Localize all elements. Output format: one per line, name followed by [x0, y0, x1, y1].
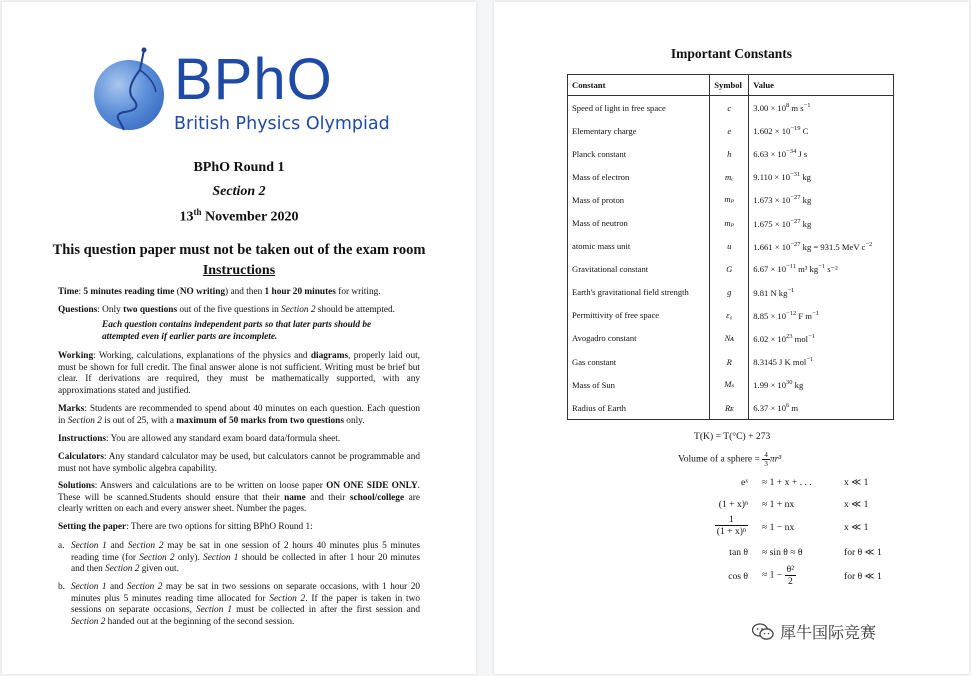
section-title: Section 2 [212, 184, 266, 199]
temperature-conversion: T(K) = T(°C) + 273 [694, 431, 771, 442]
constant-symbol: u [710, 235, 749, 258]
constant-symbol: G [710, 258, 749, 281]
constant-symbol: Rᴇ [710, 396, 749, 420]
option-a: a. Section 1 and Section 2 may be sat in one session of 2 hours 40 minutes plus 5 minutes reading time (for Section 2 only). Section 1 should be collected in after 1 hour 20 minutes and then Section 2 given out. [58, 541, 420, 575]
approx4-lhs: tan θ [729, 547, 748, 558]
header-constant: Constant [568, 75, 710, 96]
constant-name: Avogadro constant [568, 327, 710, 350]
table-row [568, 304, 894, 327]
constant-value: $3.00 \times 10^8$ m $s^{-1}$ [749, 96, 894, 120]
sphere-volume-formula: Volume of a sphere = $\frac{4}{3}$ πr³ [678, 451, 782, 468]
constant-value: $6.02 \times 10^{23}$ mol$^{-1}$ [749, 327, 894, 350]
constant-name: Gravitational constant [568, 258, 710, 281]
watermark-text: 犀牛国际竞赛 [780, 623, 877, 642]
constant-symbol: mₑ [710, 165, 749, 188]
exam-room-warning: This question paper must not be taken out of the exam room [52, 242, 426, 258]
constant-symbol: mₚ [710, 211, 749, 234]
exam-date: 13th November 2020 [179, 207, 299, 225]
approx1-condition: x ≪ 1 [844, 477, 869, 488]
constant-name: Mass of proton [568, 188, 710, 211]
approx3-rhs: ≈ 1 − nx [762, 522, 795, 533]
constant-value: $1.673 \times 10^{-27}$ kg [749, 188, 894, 211]
approx1-rhs: ≈ 1 + x + . . . [762, 477, 812, 488]
left-page [2, 2, 476, 674]
working-paragraph: Working: Working, calculations, explanations of the physics and diagrams, properly laid out, must be shown for full credit. The final answer alone is not sufficient. Writing must be brief but clear. If derivations are required, they must be mathematically supported, with any approximations stated and justified. [58, 351, 421, 396]
approx5-rhs: ≈ 1 − $\frac{\text{θ²}}{2}$ [762, 564, 795, 587]
round-title: BPhO Round 1 [193, 160, 285, 175]
table-row [568, 350, 894, 373]
table-row [568, 96, 894, 120]
questions-note: Each question contains independent parts so that later parts should be attempted even if earlier parts are incomplete. [102, 320, 372, 342]
constant-value: $6.63 \times 10^{-34}$ J s [749, 142, 894, 165]
logo-abbrev: BPhO [174, 47, 333, 112]
constant-name: Gas constant [568, 350, 710, 373]
table-row [568, 188, 894, 211]
constant-value: $6.67 \times 10^{-11}$ m³ $kg^{-1}$ s⁻² [749, 258, 894, 281]
logo-full-name: British Physics Olympiad [174, 114, 390, 134]
particle-track-icon [94, 60, 164, 130]
right-page [494, 2, 969, 674]
table-row [568, 396, 894, 420]
marks-paragraph: Marks: Students are recommended to spend about 40 minutes on each question. Each question in Section 2 is out of 25, with a maximum of 50 marks from two questions only. [58, 404, 420, 426]
bpho-logo-emblem [94, 60, 164, 130]
setting-paragraph: Setting the paper: There are two options for sitting BPhO Round 1: [58, 522, 313, 532]
constants-table [567, 74, 894, 420]
constant-value: 8.3145 J K mol$^{-1}$ [749, 350, 894, 373]
approx2-lhs: (1 + x)ⁿ [718, 499, 748, 510]
instructions-heading: Instructions [202, 263, 276, 278]
wechat-icon [752, 623, 774, 641]
header-symbol: Symbol [710, 75, 749, 96]
constant-name: Permittivity of free space [568, 304, 710, 327]
approx3-lhs: $\frac{1}{\text{(1 + x)ⁿ}}$ [716, 514, 746, 537]
approx2-rhs: ≈ 1 + nx [762, 499, 795, 510]
constant-name: Mass of neutron [568, 211, 710, 234]
constant-value: $8.85 \times 10^{-12}$ F $m^{-1}$ [749, 304, 894, 327]
constants-title: Important Constants [670, 46, 793, 61]
time-paragraph: Time: 5 minutes reading time (NO writing) and then 1 hour 20 minutes for writing. [58, 287, 381, 297]
approx2-condition: x ≪ 1 [844, 499, 869, 510]
table-row [568, 281, 894, 304]
constant-symbol: Nᴀ [710, 327, 749, 350]
constant-name: Speed of light in free space [568, 96, 710, 120]
table-header-row [568, 75, 894, 96]
table-row [568, 327, 894, 350]
constant-value: $1.99 \times 10^{30}$ kg [749, 373, 894, 396]
table-row [568, 235, 894, 258]
questions-paragraph: Questions: Only two questions out of the five questions in Section 2 should be attempted. [58, 305, 396, 315]
instructions-paragraph: Instructions: You are allowed any standard exam board data/formula sheet. [58, 434, 341, 444]
table-row [568, 165, 894, 188]
constant-name: Elementary charge [568, 119, 710, 142]
watermark [752, 620, 876, 643]
constant-symbol: e [710, 119, 749, 142]
header-value: Value [749, 75, 894, 96]
constant-symbol: Mₛ [710, 373, 749, 396]
approx1-lhs: eˣ [740, 477, 748, 488]
constant-name: Radius of Earth [568, 396, 710, 420]
constant-value: $1.661 \times 10^{-27}$ kg = 931.5 MeV $c^{-2}$ [749, 235, 894, 258]
option-b: b. Section 1 and Section 2 may be sat in two sessions on separate occasions, with 1 hour 20 minutes plus 5 minutes reading time allocated for Section 2. If the paper is taken in two sessions on separate occasions, Section 1 must be collected in after the first session and Section 2 handed out at the beginning of the second session. [58, 582, 421, 627]
constant-value: $1.675 \times 10^{-27}$ kg [749, 211, 894, 234]
table-row [568, 142, 894, 165]
constant-symbol: g [710, 281, 749, 304]
approx5-condition: for θ ≪ 1 [844, 571, 882, 582]
solutions-paragraph: Solutions: Answers and calculations are to be written on loose paper ON ONE SIDE ONLY. These will be scanned.Students should ensure that their name and their school/college are clearly written on each and every answer sheet. Number the pages. [58, 481, 420, 515]
constant-name: Planck constant [568, 142, 710, 165]
constant-symbol: h [710, 142, 749, 165]
constant-symbol: mₚ [710, 188, 749, 211]
constant-symbol: ε₀ [710, 304, 749, 327]
constant-symbol: R [710, 350, 749, 373]
table-row [568, 258, 894, 281]
constant-name: Earth's gravitational field strength [568, 281, 710, 304]
constant-name: atomic mass unit [568, 235, 710, 258]
approx5-lhs: cos θ [728, 571, 748, 582]
table-row [568, 373, 894, 396]
constant-symbol: c [710, 96, 749, 120]
constant-value: $6.37 \times 10^6$ m [749, 396, 894, 420]
approx4-rhs: ≈ sin θ ≈ θ [762, 547, 803, 558]
approx4-condition: for θ ≪ 1 [844, 547, 882, 558]
constant-value: $1.602 \times 10^{-19}$ C [749, 119, 894, 142]
constant-value: 9.81 N $kg^{-1}$ [749, 281, 894, 304]
constant-name: Mass of Sun [568, 373, 710, 396]
table-row [568, 211, 894, 234]
table-row [568, 119, 894, 142]
approx3-condition: x ≪ 1 [844, 522, 869, 533]
calculators-paragraph: Calculators: Any standard calculator may be used, but calculators cannot be programmable and must not have symbolic algebra capability. [58, 452, 420, 474]
constant-value: $9.110 \times 10^{-31}$ kg [749, 165, 894, 188]
constant-name: Mass of electron [568, 165, 710, 188]
